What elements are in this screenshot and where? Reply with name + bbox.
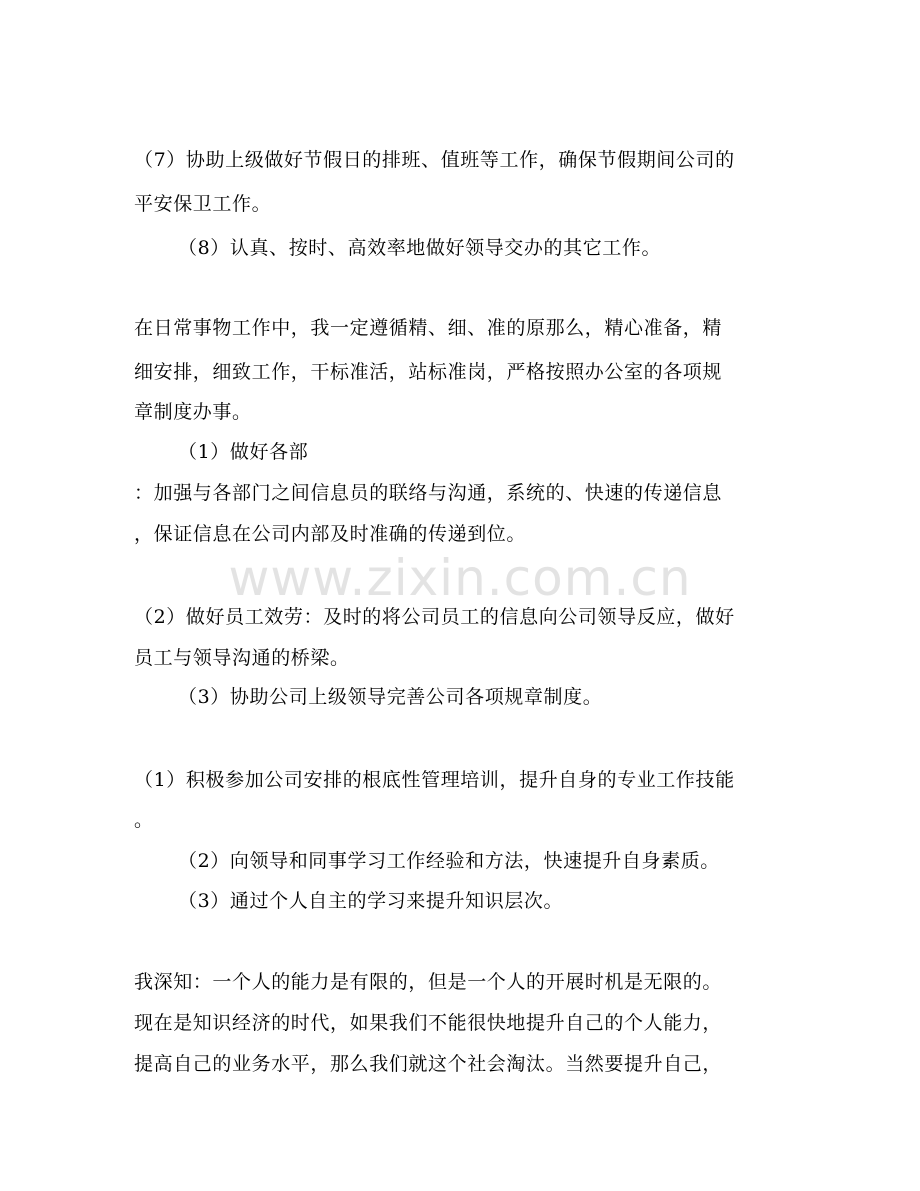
text-line: （1）积极参加公司安排的根底性管理培训，提升自身的专业工作技能 [134, 769, 735, 791]
text-line: （1）做好各部 [178, 441, 309, 463]
text-line: 在日常事物工作中，我一定遵循精、细、准的原那么，精心准备，精 [134, 317, 723, 339]
text-line: （2）向领导和同事学习工作经验和方法，快速提升自身素质。 [178, 850, 720, 872]
text-line: 提高自己的业务水平，那么我们就这个社会淘汰。当然要提升自己， [134, 1053, 723, 1075]
text-line: 章制度办事。 [134, 401, 252, 423]
text-line: ：加强与各部门之间信息员的联络与沟通，系统的、快速的传递信息 [134, 482, 723, 504]
text-line: 我深知：一个人的能力是有限的，但是一个人的开展时机是无限的。 [134, 971, 723, 993]
text-line: ，保证信息在公司内部及时准确的传递到位。 [134, 523, 527, 545]
text-line: 现在是知识经济的时代，如果我们不能很快地提升自己的个人能力， [134, 1012, 723, 1034]
text-line: 员工与领导沟通的桥梁。 [134, 647, 350, 669]
text-line: 平安保卫工作。 [134, 193, 272, 215]
watermark: www.zixin.com.cn [228, 549, 692, 607]
text-line: （2）做好员工效劳：及时的将公司员工的信息向公司领导反应，做好 [134, 606, 735, 628]
text-line: （7）协助上级做好节假日的排班、值班等工作，确保节假期间公司的 [134, 149, 735, 171]
text-line: （8）认真、按时、高效率地做好领导交办的其它工作。 [178, 237, 662, 259]
text-line: 。 [134, 809, 154, 831]
text-line: （3）协助公司上级领导完善公司各项规章制度。 [178, 686, 603, 708]
text-line: 细安排，细致工作，干标准活，站标准岗，严格按照办公室的各项规 [134, 361, 723, 383]
text-line: （3）通过个人自主的学习来提升知识层次。 [178, 890, 564, 912]
